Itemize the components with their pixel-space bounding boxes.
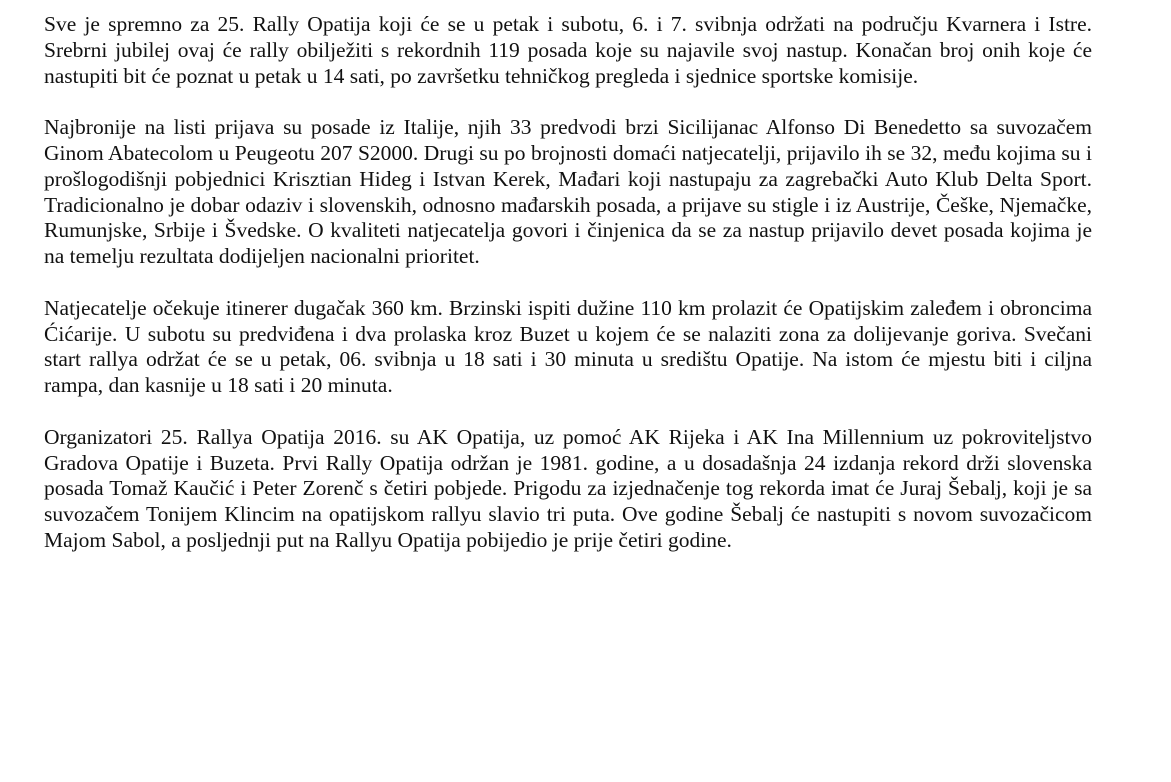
article-body [44,12,1092,554]
paragraph-organizers: Organizatori 25. Rallya Opatija 2016. su AK Opatija, uz pomoć AK Rijeka i AK Ina Millennium uz pokroviteljstvo Gradova Opatije i Buzeta. Prvi Rally Opatija održan je 1981. godine, a u dosadašnja 24 izdanja rekord drži slovenska posada Tomaž Kaučić i Peter Zorenč s četiri pobjede. Prigodu za izjednačenje tog rekorda imat će Juraj Šebalj, koji je sa suvozačem Tonijem Klincim na opatijskom rallyu slavio tri puta. Ove godine Šebalj će nastupiti s novom suvozačicom Majom Sabol, a posljednji put na Rallyu Opatija pobijedio je prije četiri godine. [44,424,1092,552]
paragraph-itinerary: Natjecatelje očekuje itinerer dugačak 360 km. Brzinski ispiti dužine 110 km prolazit će Opatijskim zaleđem i obroncima Ćićarije. U subotu su predviđena i dva prolaska kroz Buzet u kojem će se nalaziti zona za dolijevanje goriva. Svečani start rallya održat će se u petak, 06. svibnja u 18 sati i 30 minuta u središtu Opatije. Na istom će mjestu biti i ciljna rampa, dan kasnije u 18 sati i 20 minuta. [44,295,1092,398]
paragraph-intro: Sve je spremno za 25. Rally Opatija koji će se u petak i subotu, 6. i 7. svibnja održati na području Kvarnera i Istre. Srebrni jubilej ovaj će rally obilježiti s rekordnih 119 posada koje su najavile svoj nastup. Konačan broj onih koje će nastupiti bit će poznat u petak u 14 sati, po završetku tehničkog pregleda i sjednice sportske komisije. [44,12,1092,88]
paragraph-entries: Najbronije na listi prijava su posade iz Italije, njih 33 predvodi brzi Sicilijanac Alfonso Di Benedetto sa suvozačem Ginom Abatecolom u Peugeotu 207 S2000. Drugi su po brojnosti domaći natjecatelji, prijavilo ih se 32, među kojima su i prošlogodišnji pobjednici Krisztian Hideg i Istvan Kerek, Mađari koji nastupaju za zagrebački Auto Klub Delta Sport. Tradicionalno je dobar odaziv i slovenskih, odnosno mađarskih posada, a prijave su stigle i iz Austrije, Češke, Njemačke, Rumunjske, Srbije i Švedske. O kvaliteti natjecatelja govori i činjenica da se za nastup prijavilo devet posada kojima je na temelju rezultata dodijeljen nacionalni prioritet. [44,115,1092,269]
